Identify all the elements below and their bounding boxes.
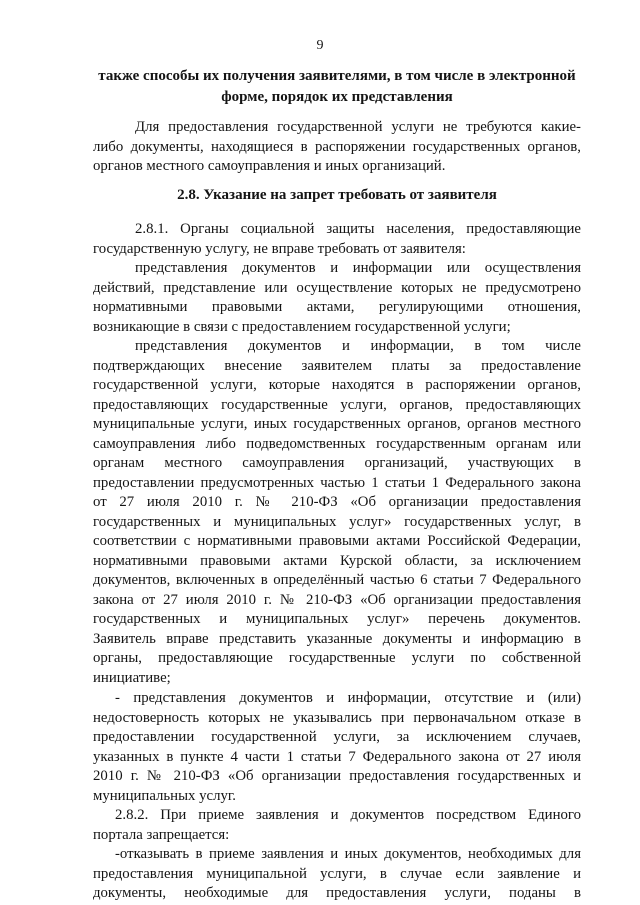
text-line: документы, необходимые для предоставления услуги, поданы в <box>93 885 581 901</box>
text-line: закона от 27 июля 2010 г. № 210-ФЗ «Об организации предоставления <box>93 591 581 608</box>
text-line: государственной услуги, которые находятся в распоряжении органов, <box>93 377 581 393</box>
text-line: портала запрещается: <box>93 826 230 843</box>
section-heading: 2.8. Указание на запрет требовать от заявителя <box>177 187 497 203</box>
text-line: указанных в пункте 4 части 1 статьи 7 Федерального закона от 27 июля <box>93 748 581 765</box>
text-line: нормативными правовыми актами Курской области, за исключением <box>93 552 581 569</box>
text-line: предоставления муниципальной услуги, в случае если заявление и <box>93 865 581 882</box>
paragraph-intro <box>93 118 581 177</box>
paragraph-no-extra-actions <box>93 259 581 337</box>
paragraph-initial-refusal <box>93 689 581 806</box>
text-line: инициативе; <box>93 669 171 686</box>
text-line: предоставляющих государственные услуги, органов, предоставляющих <box>93 396 581 413</box>
text-line: действий, представление или осуществление которых не предусмотрено <box>93 279 581 296</box>
text-line: 2.8.2. При приеме заявления и документов посредством Единого <box>115 807 581 823</box>
text-line: органов местного самоуправления и иных организаций. <box>93 158 446 174</box>
text-line: недостоверность которых не указывались при первоначальном отказе в <box>93 709 581 726</box>
text-line: органам местного самоуправления организаций, участвующих в <box>93 455 581 471</box>
text-line: государственную услугу, не вправе требовать от заявителя: <box>93 240 466 257</box>
text-line: Заявитель вправе представить указанные документы и информацию в <box>93 630 581 647</box>
paragraph-2-8-2 <box>93 806 581 845</box>
text-line: от 27 июля 2010 г. № 210-ФЗ «Об организации предоставления <box>93 494 581 510</box>
text-line: государственных и муниципальных услуг» государственных услуг, в <box>93 513 581 530</box>
text-line: -отказывать в приеме заявления и иных документов, необходимых для <box>115 846 581 862</box>
top-heading <box>93 66 581 108</box>
text-line: 2.8.1. Органы социальной защиты населения, предоставляющие <box>135 221 581 237</box>
text-line: Для предоставления государственной услуги не требуются какие- <box>135 119 581 135</box>
text-line: 2010 г. № 210-ФЗ «Об организации предоставления государственных и <box>93 768 581 784</box>
text-line: предоставлении государственной услуги, за исключением случаев, <box>93 729 581 745</box>
paragraph-2-8-1 <box>93 220 581 259</box>
text-line: либо документы, находящиеся в распоряжении государственных органов, <box>93 138 581 155</box>
text-line: представления документов и информации, в том числе <box>135 338 581 354</box>
text-line: подтверждающих внесение заявителем платы за предоставление <box>93 357 581 374</box>
text-line: документов, включенных в определённый частью 6 статьи 7 Федерального <box>93 572 581 588</box>
paragraph-portal-prohibition <box>93 845 581 904</box>
text-line: предоставлении предусмотренных частью 1 статьи 1 Федерального закона <box>93 474 581 491</box>
text-line: возникающие в связи с предоставлением государственной услуги; <box>93 318 511 335</box>
paragraph-documents-in-possession <box>93 337 581 688</box>
text-line: самоуправления либо подведомственных государственным органам или <box>93 435 581 452</box>
text-line: нормативными правовыми актами, регулирующими отношения, <box>93 299 581 315</box>
page-number: 9 <box>316 38 324 53</box>
text-line: муниципальных услуг. <box>93 787 236 804</box>
heading-line: форме, порядок их представления <box>221 89 453 105</box>
text-line: - представления документов и информации, отсутствие и (или) <box>115 690 581 706</box>
text-line: органы, предоставляющие государственные услуги по собственной <box>93 650 581 666</box>
text-line: представления документов и информации или осуществления <box>135 260 581 276</box>
text-line: государственных и муниципальных услуг» перечень документов. <box>93 611 581 627</box>
text-line: соответствии с нормативными правовыми актами Российской Федерации, <box>93 533 581 549</box>
heading-line: также способы их получения заявителями, в том числе в электронной <box>98 68 576 84</box>
text-line: муниципальные услуги, иных государственных органов, органов местного <box>93 416 581 432</box>
